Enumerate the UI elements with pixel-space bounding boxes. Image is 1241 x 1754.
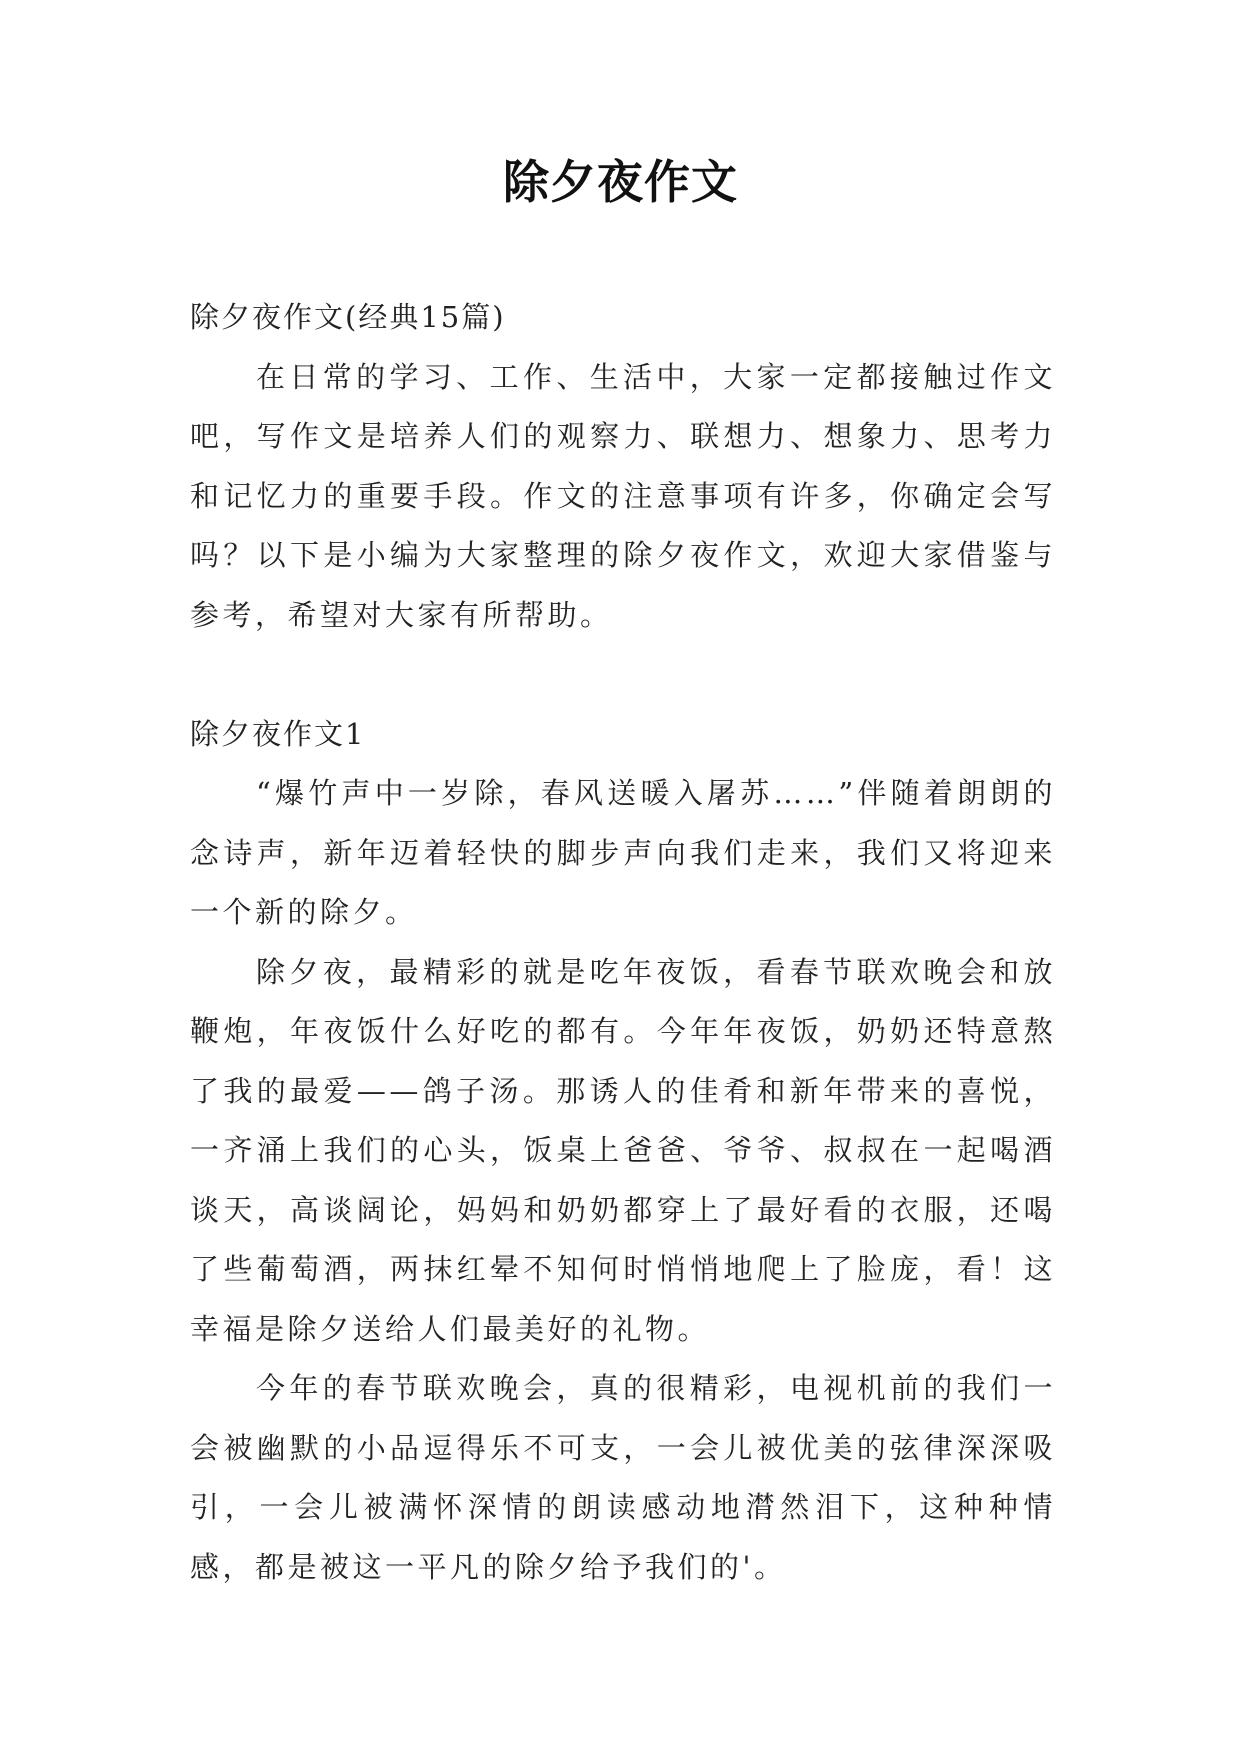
document-title: 除夕夜作文 [503,155,738,209]
body-paragraph-1: “爆竹声中一岁除，春风送暖入屠苏……”伴随着朗朗的念诗声，新年迈着轻快的脚步声向我们走来，我们又将迎来一个新的除夕。 [190,776,1056,929]
section-spacer [190,645,1056,705]
body-paragraph-3: 今年的春节联欢晚会，真的很精彩，电视机前的我们一会被幽默的小品逗得乐不可支，一会儿被优美的弦律深深吸引，一会儿被满怀深情的朗读感动地潸然泪下，这种种情感，都是被这一平凡的除夕给予我们的'。 [190,1371,1056,1584]
intro-paragraph: 在日常的学习、工作、生活中，大家一定都接触过作文吧，写作文是培养人们的观察力、联想力、想象力、思考力和记忆力的重要手段。作文的注意事项有许多，你确定会写吗？以下是小编为大家整理的除夕夜作文，欢迎大家借鉴与参考，希望对大家有所帮助。 [190,359,1056,632]
document-subtitle: 除夕夜作文(经典15篇) [190,300,506,334]
document-body [190,288,1056,1597]
section-heading: 除夕夜作文1 [190,716,366,751]
body-paragraph-2: 除夕夜，最精彩的就是吃年夜饭，看春节联欢晚会和放鞭炮，年夜饭什么好吃的都有。今年年夜饭，奶奶还特意熬了我的最爱——鸽子汤。那诱人的佳肴和新年带来的喜悦，一齐涌上我们的心头，饭桌上爸爸、爷爷、叔叔在一起喝酒谈天，高谈阔论，妈妈和奶奶都穿上了最好看的衣服，还喝了些葡萄酒，两抹红晕不知何时悄悄地爬上了脸庞，看！这幸福是除夕送给人们最美好的礼物。 [190,954,1056,1346]
